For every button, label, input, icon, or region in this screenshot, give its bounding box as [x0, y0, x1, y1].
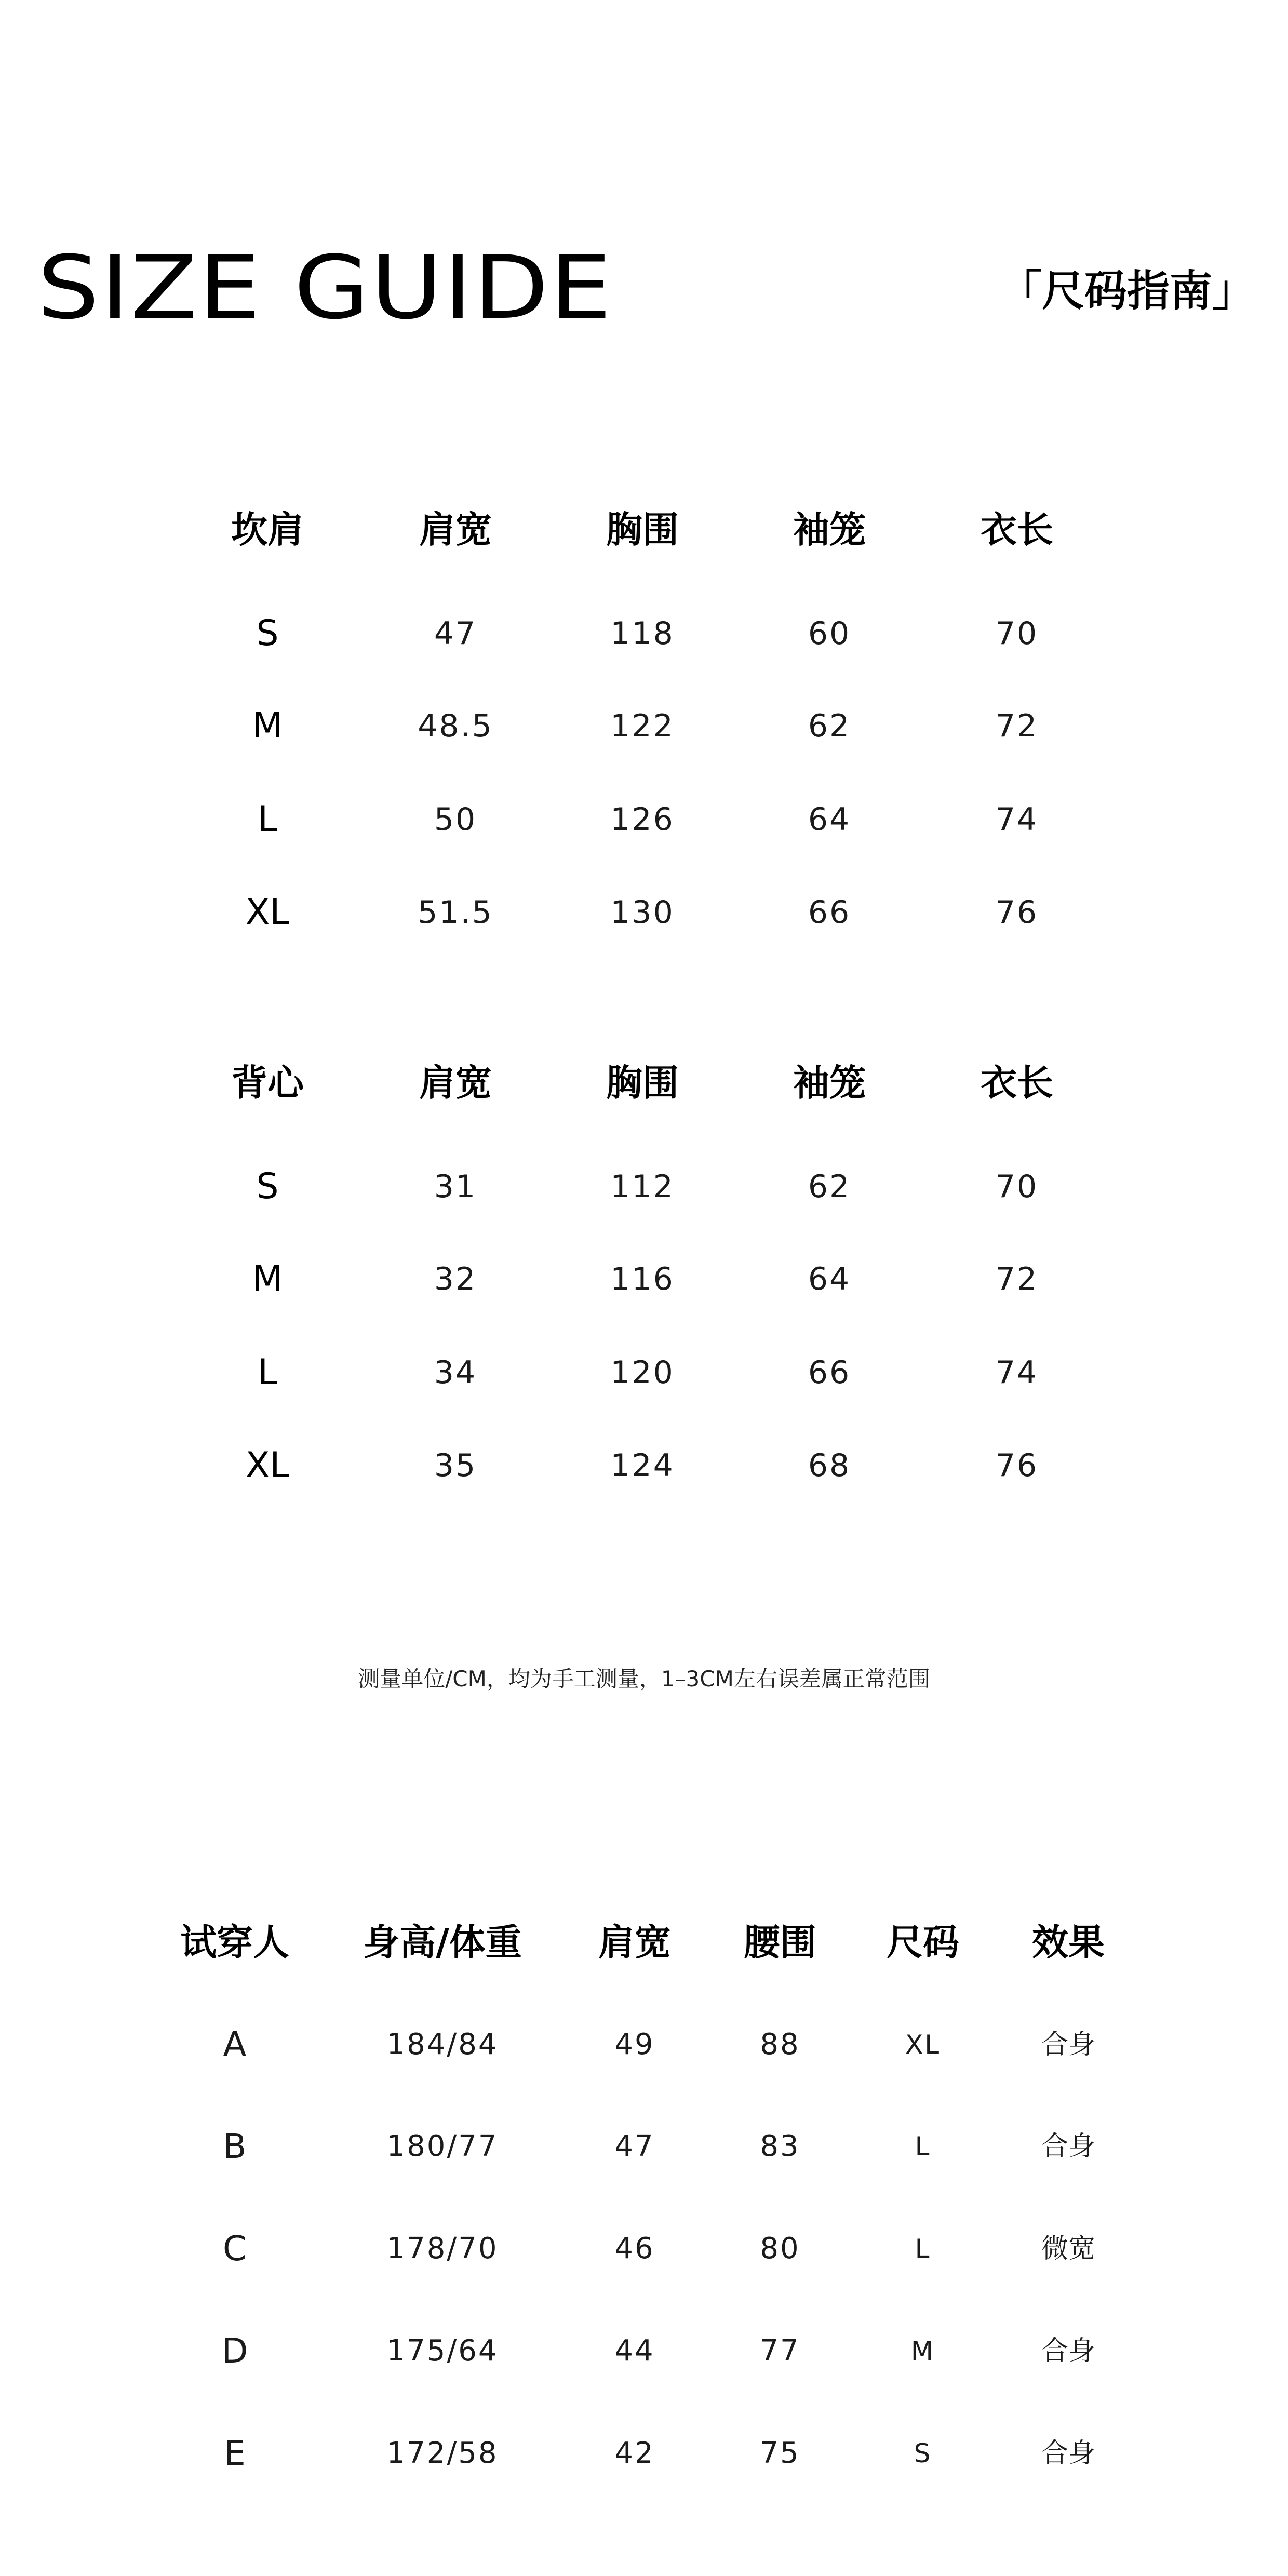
shoulder-cell: 34: [434, 1354, 477, 1391]
header-cell-garment: 坎肩: [231, 508, 304, 551]
shoulder-cell: 48.5: [418, 708, 493, 744]
length-cell: 70: [995, 615, 1039, 652]
table-row: [0, 1248, 1288, 1310]
chest-cell: 120: [610, 1354, 675, 1391]
size-cell: L: [258, 799, 277, 840]
page-subtitle: 「尺码指南」: [999, 266, 1255, 316]
shoulder-cell: 35: [434, 1447, 477, 1484]
tester-cell: A: [223, 2024, 247, 2064]
height-weight-cell: 178/70: [386, 2232, 499, 2265]
height-weight-cell: 175/64: [386, 2334, 499, 2368]
waist-cell: 77: [760, 2334, 800, 2368]
header-cell-armhole: 袖笼: [793, 508, 866, 551]
header-cell-fit: 效果: [1032, 1921, 1105, 1964]
header-cell-waist: 腰围: [744, 1921, 816, 1964]
header-cell-length: 衣长: [981, 1062, 1053, 1104]
shoulder-cell: 51.5: [418, 894, 493, 931]
length-cell: 72: [995, 1261, 1039, 1297]
shoulder-cell: 47: [614, 2129, 655, 2163]
header-cell-armhole: 袖笼: [793, 1062, 866, 1104]
chest-cell: 130: [610, 894, 675, 931]
table-header-row: [0, 1911, 1288, 1974]
header-cell-garment: 背心: [231, 1062, 304, 1104]
waist-cell: 83: [760, 2129, 800, 2163]
armhole-cell: 68: [808, 1447, 851, 1484]
fit-cell: 合身: [1041, 2131, 1095, 2162]
size-cell: M: [252, 705, 283, 746]
table-row: [0, 695, 1288, 757]
armhole-cell: 60: [808, 615, 851, 652]
table-row: [0, 2218, 1288, 2280]
chest-cell: 126: [610, 801, 675, 838]
armhole-cell: 64: [808, 801, 851, 838]
length-cell: 72: [995, 708, 1039, 744]
size-cell: S: [914, 2438, 932, 2468]
length-cell: 70: [995, 1169, 1039, 1205]
armhole-cell: 64: [808, 1261, 851, 1297]
height-weight-cell: 172/58: [386, 2436, 499, 2470]
length-cell: 74: [995, 801, 1039, 838]
table-row: [0, 2422, 1288, 2485]
table-row: [0, 881, 1288, 944]
header-cell-tester: 试穿人: [180, 1921, 289, 1964]
header-cell-shoulder: 肩宽: [419, 1062, 492, 1104]
size-cell: L: [915, 2131, 931, 2162]
size-cell: L: [258, 1352, 277, 1393]
table-row: [0, 2115, 1288, 2178]
armhole-cell: 66: [808, 894, 851, 931]
length-cell: 76: [995, 894, 1039, 931]
chest-cell: 118: [610, 615, 675, 652]
tester-cell: E: [224, 2433, 246, 2473]
shoulder-cell: 42: [614, 2436, 655, 2470]
shoulder-cell: 32: [434, 1261, 477, 1297]
chest-cell: 122: [610, 708, 675, 744]
shoulder-cell: 47: [434, 615, 477, 652]
table-header-row: [0, 499, 1288, 561]
size-cell: S: [256, 1166, 279, 1207]
header-cell-chest: 胸围: [606, 1062, 679, 1104]
length-cell: 74: [995, 1354, 1039, 1391]
table-header-row: [0, 1052, 1288, 1114]
waist-cell: 75: [760, 2436, 800, 2470]
size-cell: XL: [245, 892, 290, 933]
size-cell: S: [256, 613, 279, 654]
header-cell-shoulder: 肩宽: [419, 508, 492, 551]
waist-cell: 80: [760, 2232, 800, 2265]
header-cell-chest: 胸围: [606, 508, 679, 551]
measurement-note: 测量单位/CM，均为手工测量，1–3CM左右误差属正常范围: [358, 1666, 930, 1692]
table-row: [0, 1341, 1288, 1404]
fit-cell: 合身: [1041, 2438, 1095, 2469]
size-cell: XL: [245, 1445, 290, 1486]
size-cell: L: [915, 2234, 931, 2264]
size-cell: M: [252, 1258, 283, 1299]
height-weight-cell: 180/77: [386, 2129, 499, 2163]
armhole-cell: 66: [808, 1354, 851, 1391]
shoulder-cell: 46: [614, 2232, 655, 2265]
chest-cell: 112: [610, 1169, 675, 1205]
size-cell: M: [910, 2336, 935, 2366]
page-title: SIZE GUIDE: [37, 237, 613, 339]
table-row: [0, 1434, 1288, 1497]
table-row: [0, 2014, 1288, 2076]
waist-cell: 88: [760, 2028, 800, 2061]
table-row: [0, 602, 1288, 665]
shoulder-cell: 50: [434, 801, 477, 838]
size-cell: XL: [905, 2030, 941, 2060]
table-row: [0, 2320, 1288, 2382]
header-cell-length: 衣长: [981, 508, 1053, 551]
fit-cell: 微宽: [1041, 2233, 1095, 2264]
tester-cell: B: [223, 2126, 247, 2166]
chest-cell: 124: [610, 1447, 675, 1484]
height-weight-cell: 184/84: [386, 2028, 499, 2061]
shoulder-cell: 49: [614, 2028, 655, 2061]
table-row: [0, 788, 1288, 851]
tester-cell: C: [222, 2229, 247, 2269]
header-cell-height-weight: 身高/体重: [363, 1921, 522, 1964]
shoulder-cell: 44: [614, 2334, 655, 2368]
fit-cell: 合身: [1041, 2336, 1095, 2367]
length-cell: 76: [995, 1447, 1039, 1484]
header-cell-size: 尺码: [887, 1921, 959, 1964]
fit-cell: 合身: [1041, 2029, 1095, 2060]
shoulder-cell: 31: [434, 1169, 477, 1205]
chest-cell: 116: [610, 1261, 675, 1297]
header-cell-shoulder: 肩宽: [598, 1921, 671, 1964]
table-row: [0, 1156, 1288, 1218]
armhole-cell: 62: [808, 1169, 851, 1205]
armhole-cell: 62: [808, 708, 851, 744]
tester-cell: D: [221, 2331, 248, 2371]
